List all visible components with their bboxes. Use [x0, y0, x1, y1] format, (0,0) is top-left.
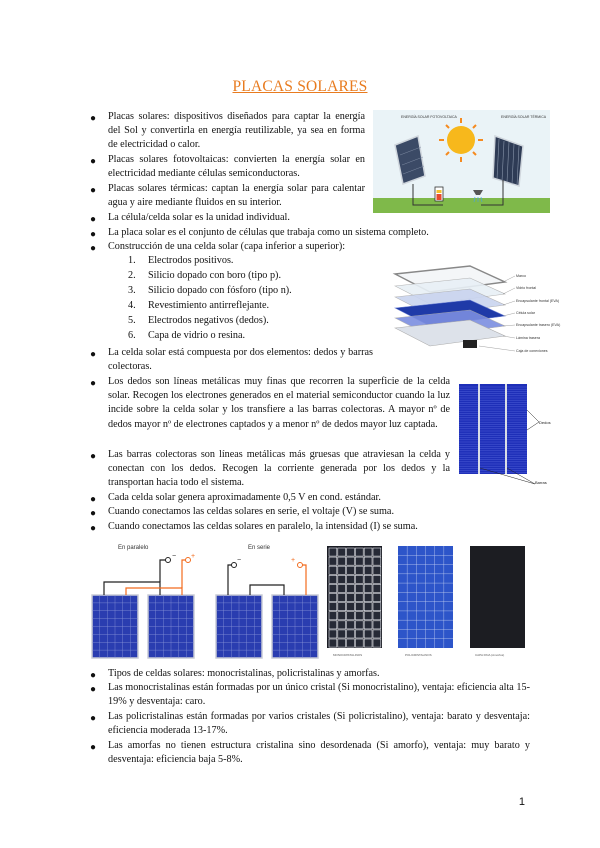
mono-cell: [373, 584, 381, 592]
svg-text:Célula solar: Célula solar: [516, 311, 535, 315]
mono-cell: [338, 566, 346, 574]
mono-cell: [373, 575, 381, 583]
mono-cell: [338, 621, 346, 629]
svg-text:Vidrio frontal: Vidrio frontal: [516, 286, 537, 290]
mono-cell: [364, 594, 372, 602]
mono-cell: [338, 612, 346, 620]
mono-cell: [338, 575, 346, 583]
mono-cell: [347, 548, 355, 556]
bullet-dot: ●: [90, 156, 97, 167]
figure-connections: [88, 540, 320, 660]
figure-solar-layers: [375, 262, 561, 360]
mono-cell: [329, 621, 337, 629]
mono-cell: [338, 557, 346, 565]
bullet-text-poli: Las policristalinas están formadas por varios cristales (Si policristalino), ventaja: barato y desventaja: eficiencia moderada 13-17%.: [108, 711, 530, 737]
figure-label-fotovoltaica: ENERGÍA SOLAR FOTOVOLTAICA: [401, 115, 457, 119]
mono-cell: [364, 575, 372, 583]
mono-cell: [373, 557, 381, 565]
mono-cell: [373, 603, 381, 611]
junction-box-icon: [463, 340, 477, 348]
mono-cell: [355, 630, 363, 638]
layer-item: 5. Electrodos negativos (dedos).: [128, 315, 269, 326]
bullet-dot: ●: [90, 494, 97, 505]
mono-cell: [355, 557, 363, 565]
figure-label-termica: ENERGÍA SOLAR TÉRMICA: [501, 115, 547, 119]
layer-item: 1. Electrodos positivos.: [128, 255, 234, 266]
label-en-serie: En serie: [248, 545, 271, 551]
mono-cell: [373, 612, 381, 620]
mono-cell: [329, 612, 337, 620]
bullet-text-barras: Las barras colectoras son líneas metálicas más gruesas que atraviesan la celda y conectan con los dedos. Recogen la corriente generada por los dedos y la transportan hacia todo el sistema.: [108, 449, 450, 489]
mono-cell: [338, 639, 346, 647]
mono-cell: [355, 575, 363, 583]
cell-label-dedos: Dedos: [539, 420, 551, 425]
mono-cell: [329, 557, 337, 565]
figure-solar-cell: [455, 380, 555, 485]
mono-cell: [338, 548, 346, 556]
bullet-dot: ●: [90, 214, 97, 225]
mono-cell: [338, 584, 346, 592]
bullet-text-placas: Placas solares: dispositivos diseñados para captar la energía del Sol y convertirla en energía reutilizable, ya sea en forma de electricidad o calor.: [108, 111, 365, 151]
mono-cell: [355, 612, 363, 620]
mono-cell: [329, 584, 337, 592]
bullet-dot: ●: [90, 113, 97, 124]
mono-cell: [347, 639, 355, 647]
svg-text:+: +: [191, 553, 196, 560]
bullet-text-placa: La placa solar es el conjunto de células que trabaja como un sistema completo.: [108, 227, 429, 238]
bullet-dot: ●: [90, 243, 97, 254]
mono-cell: [355, 621, 363, 629]
mono-cell: [373, 639, 381, 647]
mono-cell: [364, 621, 372, 629]
mono-cell: [347, 575, 355, 583]
mono-cell: [364, 639, 372, 647]
mono-cell: [364, 584, 372, 592]
mono-cell: [373, 566, 381, 574]
label-poly: POLICRISTALINOS: [405, 653, 432, 657]
mono-cell: [329, 594, 337, 602]
svg-text:Lámina trasera: Lámina trasera: [516, 336, 540, 340]
bullet-dot: ●: [90, 229, 97, 240]
bullet-dot: ●: [90, 670, 97, 681]
bullet-text-celula: La célula/celda solar es la unidad individual.: [108, 212, 290, 223]
mono-cell: [355, 584, 363, 592]
page-number: 1: [518, 796, 525, 808]
mono-cell: [364, 548, 372, 556]
bullet-text-dedos: Los dedos son líneas metálicas muy finas que recorren la superficie de la celda solar. Recogen los electrones generados en el material semiconductor cuando la luz incide sobre la celda solar y los transfiere a las barras colectoras. A mayor nº de dedos mayor nº de electrones captados y a menor nº de dedos mayor luz captada.: [108, 376, 450, 430]
bullet-text-termicas: Placas solares térmicas: captan la energía solar para calentar agua y aire mediante fluidos en su interior.: [108, 183, 365, 209]
svg-text:−: −: [172, 553, 177, 560]
mono-cell: [364, 557, 372, 565]
mono-cell: [338, 594, 346, 602]
mono-cell: [355, 548, 363, 556]
label-amorfos: CAPA FINA (Amorfos): [475, 653, 505, 657]
svg-text:−: −: [237, 557, 242, 564]
mono-cell: [329, 630, 337, 638]
mono-cell: [373, 621, 381, 629]
mono-cell: [347, 594, 355, 602]
mono-cell: [373, 594, 381, 602]
amorphous-panel: [470, 546, 525, 648]
bullet-dot: ●: [90, 185, 97, 196]
mono-cell: [329, 603, 337, 611]
layer-item: 2. Silicio dopado con boro (tipo p).: [128, 270, 281, 281]
mono-cell: [347, 612, 355, 620]
mono-cell: [347, 621, 355, 629]
layer-item: 6. Capa de vidrio o resina.: [128, 330, 246, 341]
sun-icon: [447, 126, 475, 154]
bullet-dot: ●: [90, 451, 97, 462]
mono-cell: [347, 603, 355, 611]
layer-item: 4. Revestimiento antirreflejante.: [128, 300, 270, 311]
svg-text:Marco: Marco: [516, 274, 526, 278]
bullet-text-amorfas: Las amorfas no tienen estructura cristalina sino desordenada (Si amorfo), ventaja: muy barato y desventaja: eficiencia baja 5-8%.: [108, 740, 530, 766]
mono-cell: [347, 584, 355, 592]
mono-cell: [329, 575, 337, 583]
svg-text:Caja de conexiones: Caja de conexiones: [516, 349, 548, 353]
bullet-dot: ●: [90, 742, 97, 753]
mono-cell: [355, 639, 363, 647]
mono-cell: [364, 566, 372, 574]
mono-cell: [329, 548, 337, 556]
label-en-paralelo: En paralelo: [118, 545, 149, 551]
bullet-dot: ●: [90, 508, 97, 519]
svg-text:+: +: [291, 557, 296, 564]
bullet-text-elementos: La celda solar está compuesta por dos elementos: dedos y barras colectoras.: [108, 347, 373, 373]
mono-cell: [355, 603, 363, 611]
figure-panel-types: [325, 542, 530, 660]
mono-cell: [347, 630, 355, 638]
mono-cell: [347, 566, 355, 574]
cell-label-barras: Barras: [535, 480, 547, 485]
label-mono: MONOCRISTALINOS: [333, 653, 363, 657]
bullet-dot: ●: [90, 378, 97, 389]
bullet-text-tipos: Tipos de celdas solares: monocristalinas, policristalinas y amorfas.: [108, 668, 380, 679]
mono-cell: [355, 594, 363, 602]
bullet-text-serie: Cuando conectamos las celdas solares en serie, el voltaje (V) se suma.: [108, 506, 395, 517]
figure-solar-types: [373, 110, 550, 213]
mono-cell: [364, 630, 372, 638]
bullet-text-construccion: Construcción de una celda solar (capa inferior a superior):: [108, 241, 346, 252]
mono-cell: [373, 630, 381, 638]
mono-cell: [329, 639, 337, 647]
bullet-text-voltaje: Cada celda solar genera aproximadamente 0,5 V en cond. estándar.: [108, 492, 381, 503]
bullet-text-paralelo: Cuando conectamos las celdas solares en paralelo, la intensidad (I) se suma.: [108, 521, 418, 532]
svg-text:Encapsulante frontal (EVA): Encapsulante frontal (EVA): [516, 299, 560, 303]
mono-cell: [355, 566, 363, 574]
bullet-dot: ●: [90, 523, 97, 534]
svg-text:Encapsulante trasero (EVA): Encapsulante trasero (EVA): [516, 323, 561, 327]
mono-cell: [338, 630, 346, 638]
mono-cell: [373, 548, 381, 556]
bullet-dot: ●: [90, 713, 97, 724]
bullet-dot: ●: [90, 684, 97, 695]
mono-cell: [338, 603, 346, 611]
mono-cell: [364, 603, 372, 611]
layer-item: 3. Silicio dopado con fósforo (tipo n).: [128, 285, 292, 296]
bullet-dot: ●: [90, 349, 97, 360]
page-title: PLACAS SOLARES: [232, 78, 368, 95]
mono-cell: [364, 612, 372, 620]
mono-cell: [347, 557, 355, 565]
mono-cell: [329, 566, 337, 574]
bullet-text-fotovoltaicas: Placas solares fotovoltaicas: convierten la energía solar en electricidad mediante células semiconductoras.: [108, 154, 365, 180]
bullet-text-mono: Las monocristalinas están formadas por un único cristal (Si monocristalino), ventaja: eficiencia alta 15-19% y desventaja: caro.: [108, 682, 530, 708]
